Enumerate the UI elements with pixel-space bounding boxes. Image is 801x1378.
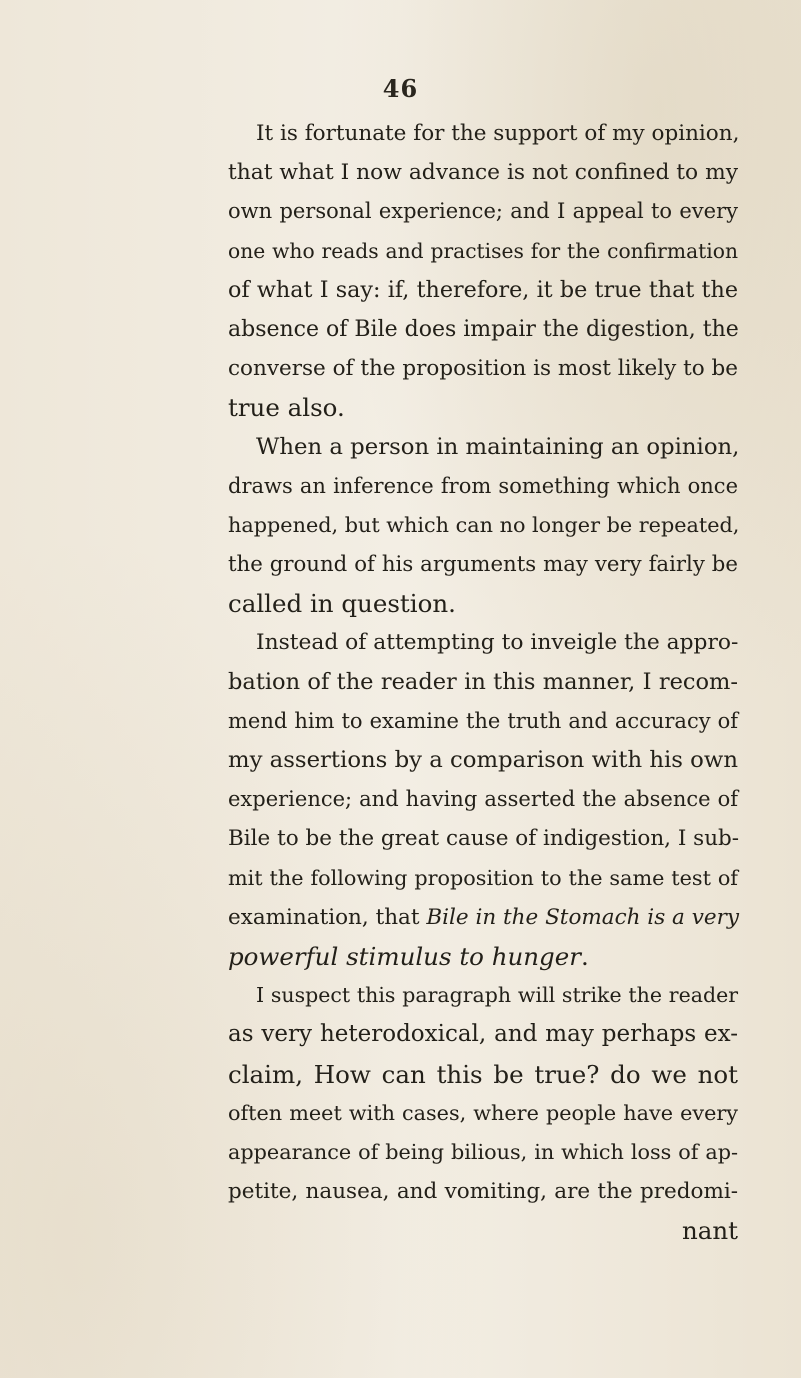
text-line: mend him to examine the truth and accuracy of xyxy=(228,708,738,733)
text-line: as very heterodoxical, and may perhaps ex- xyxy=(228,1021,738,1048)
text-line: that what I now advance is not confined to my xyxy=(228,160,738,186)
text-line: mit the following proposition to the same test of xyxy=(228,865,738,890)
italic-text: powerful stimulus to hunger xyxy=(228,941,581,971)
page-number: 46 xyxy=(382,74,419,103)
body-text xyxy=(228,114,738,1250)
text-line: Bile to be the great cause of indigestion, I sub- xyxy=(228,826,740,852)
text-line: true also. xyxy=(228,393,345,423)
text-line: converse of the proposition is most likely to be xyxy=(228,356,738,382)
text-line: the ground of his arguments may very fairly be xyxy=(228,552,738,578)
text-line: called in question. xyxy=(228,589,456,619)
text-line: absence of Bile does impair the digestion, the xyxy=(228,316,739,342)
text-line: draws an inference from something which once xyxy=(228,473,738,498)
text-line: petite, nausea, and vomiting, are the predomi- xyxy=(228,1179,738,1205)
text-line: appearance of being bilious, in which loss of ap- xyxy=(228,1139,738,1164)
text-line: one who reads and practises for the confirmation xyxy=(228,238,738,263)
text-line: often meet with cases, where people have every xyxy=(228,1100,738,1125)
catchword: nant xyxy=(681,1216,738,1246)
text-line: powerful stimulus to hunger. xyxy=(228,941,589,971)
text-line: my assertions by a comparison with his own xyxy=(228,747,738,773)
text-line: happened, but which can no longer be repeated, xyxy=(228,512,740,537)
text-line: own personal experience; and I appeal to every xyxy=(228,199,738,224)
text-line: bation of the reader in this manner, I recom- xyxy=(228,668,738,695)
text-line: Instead of attempting to inveigle the appro- xyxy=(256,630,739,656)
text-line: experience; and having asserted the absence of xyxy=(228,787,738,812)
italic-text: Bile in the Stomach is a very xyxy=(426,904,740,930)
text-line: of what I say: if, therefore, it be true that the xyxy=(228,276,738,303)
text-line: It is fortunate for the support of my opinion, xyxy=(256,121,740,146)
text-line: examination, that Bile in the Stomach is a very xyxy=(228,904,740,930)
text-line: claim, How can this be true? do we not xyxy=(228,1059,738,1089)
text-line: When a person in maintaining an opinion, xyxy=(256,433,740,460)
text-line: I suspect this paragraph will strike the reader xyxy=(256,983,738,1008)
